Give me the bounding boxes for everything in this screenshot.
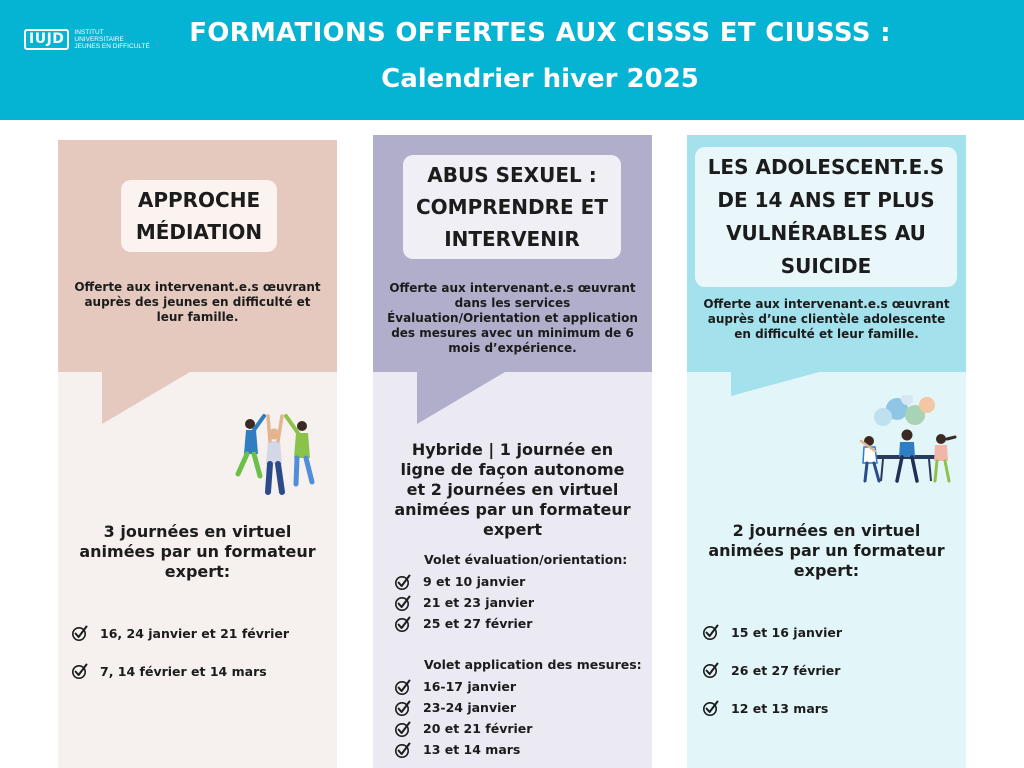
volet-title: Volet application des mesures: <box>424 657 642 672</box>
checkmark-icon <box>703 624 719 640</box>
training-description: Offerte aux intervenant.e.s œuvrant dans les services Évaluation/Orientation et application des mesures avec un minimum de 6 mois d’expérience. <box>387 281 638 355</box>
training-format: 2 journées en virtuel animées par un formateur expert: <box>708 521 945 580</box>
list-item <box>72 652 289 690</box>
page-title: FORMATIONS OFFERTES AUX CISSS ET CIUSSS : <box>189 18 891 48</box>
column-approche-mediation <box>58 140 337 768</box>
training-title: APPROCHE MÉDIATION <box>121 180 277 252</box>
speech-bubble-tail <box>102 372 190 424</box>
checkmark-icon <box>395 574 411 590</box>
date-text: 16-17 janvier <box>423 679 517 694</box>
date-text: 26 et 27 février <box>731 662 841 678</box>
list-item <box>395 571 534 592</box>
list-item <box>395 592 534 613</box>
checkmark-icon <box>703 662 719 678</box>
dates-list <box>703 613 842 727</box>
dates-list <box>395 676 532 760</box>
logo-line-3: JEUNES EN DIFFICULTÉ <box>74 42 150 50</box>
list-item <box>395 676 532 697</box>
date-text: 23-24 janvier <box>423 700 517 715</box>
list-item <box>395 697 532 718</box>
list-item <box>703 689 842 727</box>
logo-text <box>74 29 149 50</box>
checkmark-icon <box>395 721 411 737</box>
checkmark-icon <box>395 679 411 695</box>
list-item <box>395 739 532 760</box>
date-text: 15 et 16 janvier <box>731 624 842 640</box>
list-item <box>703 651 842 689</box>
speech-bubble-tail <box>731 372 819 396</box>
checkmark-icon <box>72 625 88 641</box>
date-text: 12 et 13 mars <box>731 700 829 716</box>
checkmark-icon <box>395 742 411 758</box>
date-text: 25 et 27 février <box>423 616 533 631</box>
iujd-logo <box>24 28 150 50</box>
date-text: 7, 14 février et 14 mars <box>100 663 267 679</box>
column-adolescents-suicide <box>687 135 966 768</box>
speech-bubble-tail <box>417 372 505 424</box>
training-title: LES ADOLESCENT.E.S DE 14 ANS ET PLUS VULNÉRABLES AU SUICIDE <box>695 147 957 287</box>
list-item <box>72 614 289 652</box>
training-format: 3 journées en virtuel animées par un formateur expert: <box>79 522 316 581</box>
column-header-panel <box>58 140 337 372</box>
checkmark-icon <box>395 595 411 611</box>
logo-mark: IUJD <box>24 29 69 50</box>
column-abus-sexuel <box>373 135 652 768</box>
date-text: 20 et 21 février <box>423 721 533 736</box>
date-text: 13 et 14 mars <box>423 742 521 757</box>
team-discussion-illustration <box>855 395 957 491</box>
checkmark-icon <box>395 700 411 716</box>
checkmark-icon <box>72 663 88 679</box>
dates-list <box>72 614 289 690</box>
date-text: 16, 24 janvier et 21 février <box>100 625 289 641</box>
people-celebrating-illustration <box>230 408 322 500</box>
checkmark-icon <box>395 616 411 632</box>
date-text: 9 et 10 janvier <box>423 574 526 589</box>
list-item <box>395 718 532 739</box>
list-item <box>703 613 842 651</box>
dates-list <box>395 571 534 634</box>
training-title: ABUS SEXUEL : COMPRENDRE ET INTERVENIR <box>403 155 621 259</box>
header-banner <box>0 0 1024 120</box>
training-description: Offerte aux intervenant.e.s œuvrant auprès des jeunes en difficulté et leur famille. <box>74 280 321 324</box>
checkmark-icon <box>703 700 719 716</box>
page-subtitle: Calendrier hiver 2025 <box>381 64 699 94</box>
volet-title: Volet évaluation/orientation: <box>424 552 628 567</box>
date-text: 21 et 23 janvier <box>423 595 534 610</box>
training-format: Hybride | 1 journée en ligne de façon autonome et 2 journées en virtuel animées par un formateur expert <box>394 440 631 539</box>
list-item <box>395 613 534 634</box>
logo-line-1: INSTITUT <box>74 28 104 36</box>
logo-line-2: UNIVERSITAIRE <box>74 35 124 43</box>
training-description: Offerte aux intervenant.e.s œuvrant auprès d’une clientèle adolescente en difficulté et leur famille. <box>703 297 950 341</box>
